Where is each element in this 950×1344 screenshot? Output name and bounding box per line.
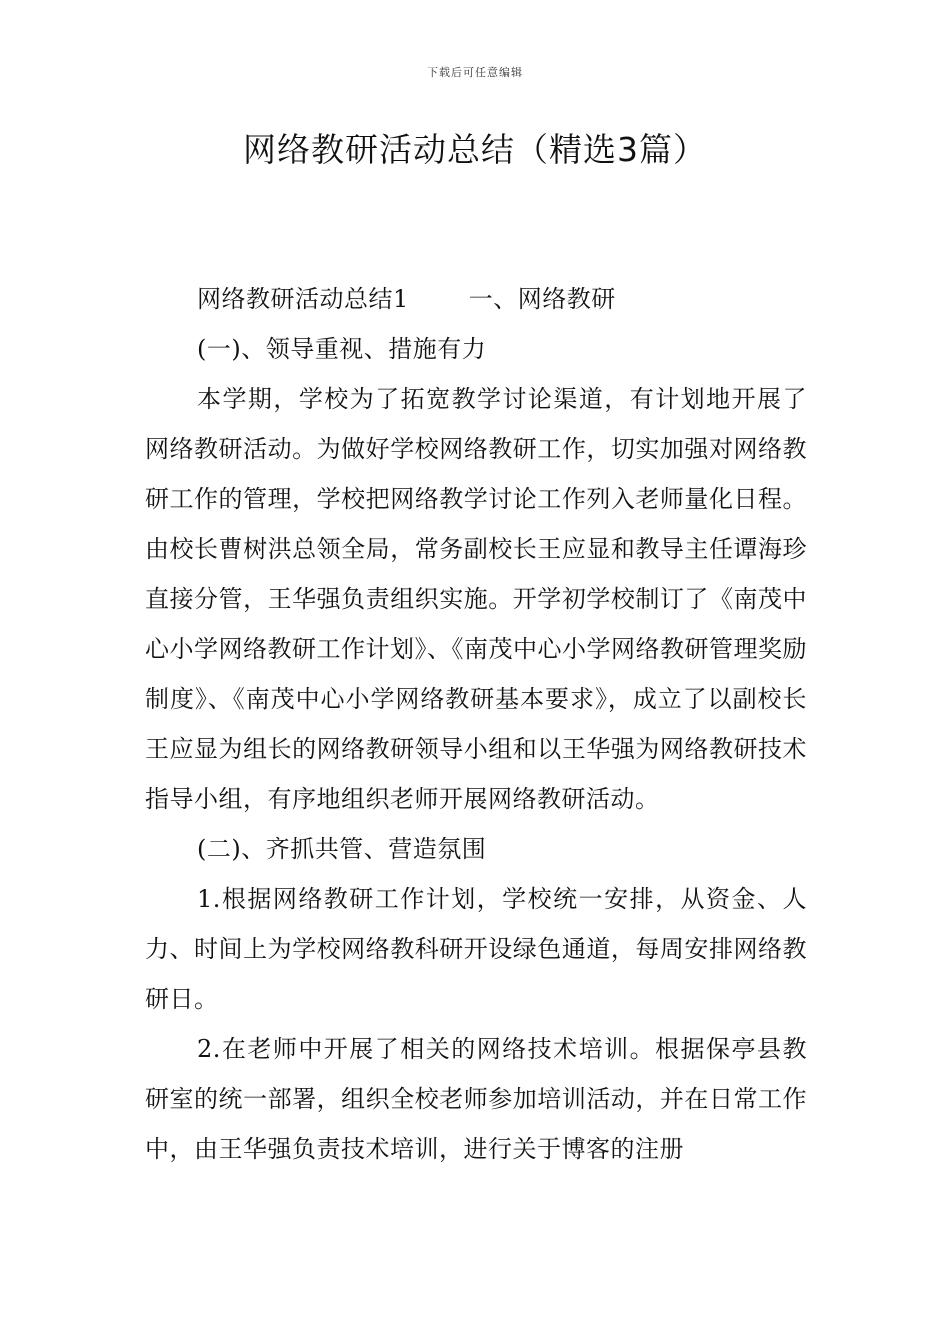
paragraph-1: 本学期，学校为了拓宽教学讨论渠道，有计划地开展了网络教研活动。为做好学校网络教研工作，切实加强对网络教研工作的管理，学校把网络教学讨论工作列入老师量化日程。由校长曹树洪总领全局，常务副校长王应显和教导主任谭海珍直接分管，王华强负责组织实施。开学初学校制订了《南茂中心小学网络教研工作计划》、《南茂中心小学网络教研管理奖励制度》、《南茂中心小学网络教研基本要求》，成立了以副校长王应显为组长的网络教研领导小组和以王华强为网络教研技术指导小组，有序地组织老师开展网络教研活动。 [145,385,807,813]
subheading-2: (二)、齐抓共管、营造氛围 [197,835,487,863]
header-note: 下载后可任意编辑 [427,66,523,79]
section-title: 网络教研活动总结1 [197,285,409,313]
section-heading: 一、网络教研 [468,285,616,313]
paragraph-3: 2.在老师中开展了相关的网络技术培训。根据保亭县教研室的统一部署，组织全校老师参加培训活动，并在日常工作中，由王华强负责技术培训，进行关于博客的注册 [145,1035,807,1163]
document-title: 网络教研活动总结（精选3篇） [243,130,707,169]
section-heading-line [145,274,807,324]
paragraph-2: 1.根据网络教研工作计划，学校统一安排，从资金、人力、时间上为学校网络教科研开设绿色通道，每周安排网络教研日。 [145,885,807,1013]
document-body [145,274,807,1174]
subheading-1: (一)、领导重视、措施有力 [197,335,487,363]
